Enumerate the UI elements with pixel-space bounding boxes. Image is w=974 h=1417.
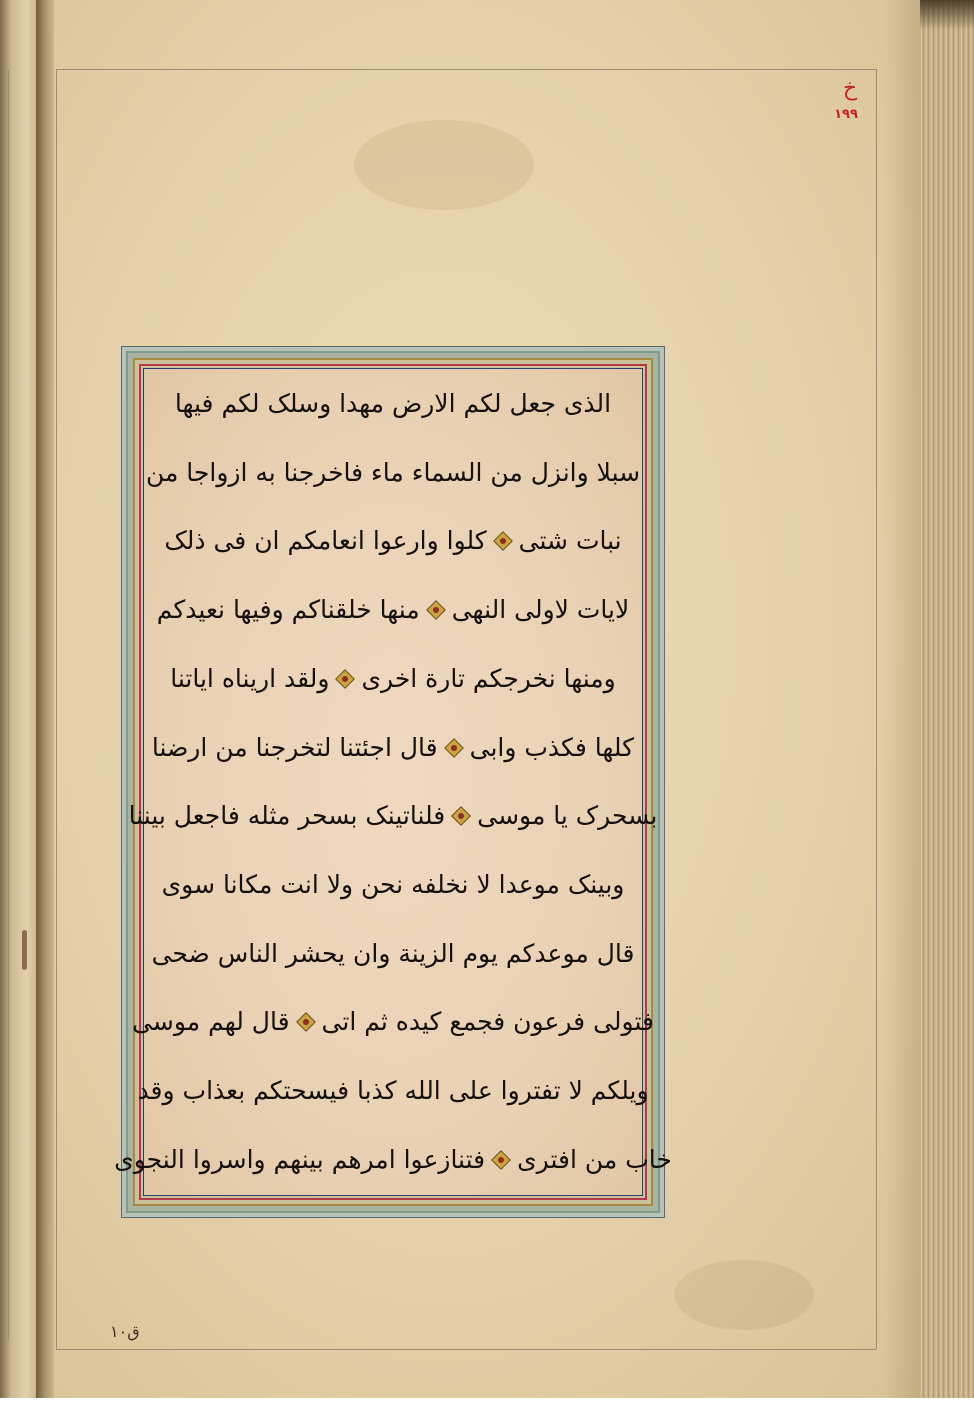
text-line xyxy=(151,717,635,779)
text-segment: بسحرک یا موسی xyxy=(477,801,658,831)
text-segment: منها خلقناکم وفیها نعیدکم xyxy=(156,595,420,625)
verse-marker-icon xyxy=(493,531,513,551)
folio-number: ١٩٩ xyxy=(834,107,858,122)
verse-marker-icon xyxy=(451,806,471,826)
verse-marker-icon xyxy=(426,600,446,620)
paper-stain xyxy=(674,1260,814,1330)
text-segment: قال موعدکم یوم الزینة وان یحشر الناس ضحی xyxy=(151,938,635,968)
page-ruling-top xyxy=(56,69,876,70)
text-segment: سبلا وانزل من السماء ماء فاخرجنا به ازواجا من xyxy=(145,457,641,487)
text-segment: فتولی فرعون فجمع کیده ثم اتی xyxy=(321,1007,654,1037)
text-segment: خاب من افتری xyxy=(517,1144,672,1174)
facing-page-mark xyxy=(22,930,27,970)
text-segment: قال اجئتنا لتخرجنا من ارضنا xyxy=(151,732,438,762)
text-line xyxy=(151,923,635,985)
paper-stain xyxy=(354,120,534,210)
page-ruling-bottom xyxy=(56,1349,876,1350)
verse-marker-icon xyxy=(491,1150,511,1170)
scan-bottom-margin xyxy=(0,1398,974,1417)
text-lines xyxy=(114,373,672,1191)
folio-letter: خ xyxy=(842,76,858,101)
page-ruling-left xyxy=(56,69,57,1349)
text-segment: ولقد اریناه ایاتنا xyxy=(170,663,330,693)
text-line xyxy=(132,991,654,1053)
facing-page-rule xyxy=(8,70,9,1340)
text-segment: وبینک موعدا لا نخلفه نحن ولا انت مکانا سوی xyxy=(161,870,625,900)
text-line xyxy=(160,854,626,916)
text-line xyxy=(160,648,626,710)
text-line xyxy=(137,1060,649,1122)
text-line xyxy=(160,510,626,572)
verse-marker-icon xyxy=(335,669,355,689)
facing-page-edge xyxy=(0,0,38,1398)
text-segment: قال لهم موسی xyxy=(132,1007,290,1037)
text-line xyxy=(160,373,626,435)
text-segment: فتنازعوا امرهم بینهم واسروا النجوی xyxy=(114,1144,486,1174)
text-area xyxy=(114,369,672,1195)
text-segment: نبات شتی xyxy=(518,526,622,556)
text-segment: فلناتینک بسحر مثله فاجعل بیننا xyxy=(128,801,446,831)
text-segment: الذی جعل لکم الارض مهدا وسلک لکم فیها xyxy=(174,389,612,418)
text-block-frame xyxy=(114,346,672,1218)
text-segment: ویلکم لا تفتروا علی الله کذبا فیسحتکم بعذاب وقد xyxy=(137,1076,649,1106)
text-segment: لایات لاولی النهی xyxy=(451,595,630,625)
text-line xyxy=(145,442,641,504)
text-segment: کلوا وارعوا انعامکم ان فی ذلک xyxy=(164,526,487,556)
text-line xyxy=(156,579,630,641)
text-segment: کلها فکذب وابی xyxy=(469,732,635,762)
verse-marker-icon xyxy=(444,738,464,758)
text-segment: ومنها نخرجکم تارة اخری xyxy=(361,663,616,693)
text-line xyxy=(128,785,658,847)
page-ruling-right xyxy=(876,69,877,1349)
shelfmark: ق١٠ xyxy=(110,1322,140,1341)
page-stack-edges xyxy=(920,0,974,1398)
verse-marker-icon xyxy=(296,1012,316,1032)
text-line xyxy=(114,1129,672,1191)
